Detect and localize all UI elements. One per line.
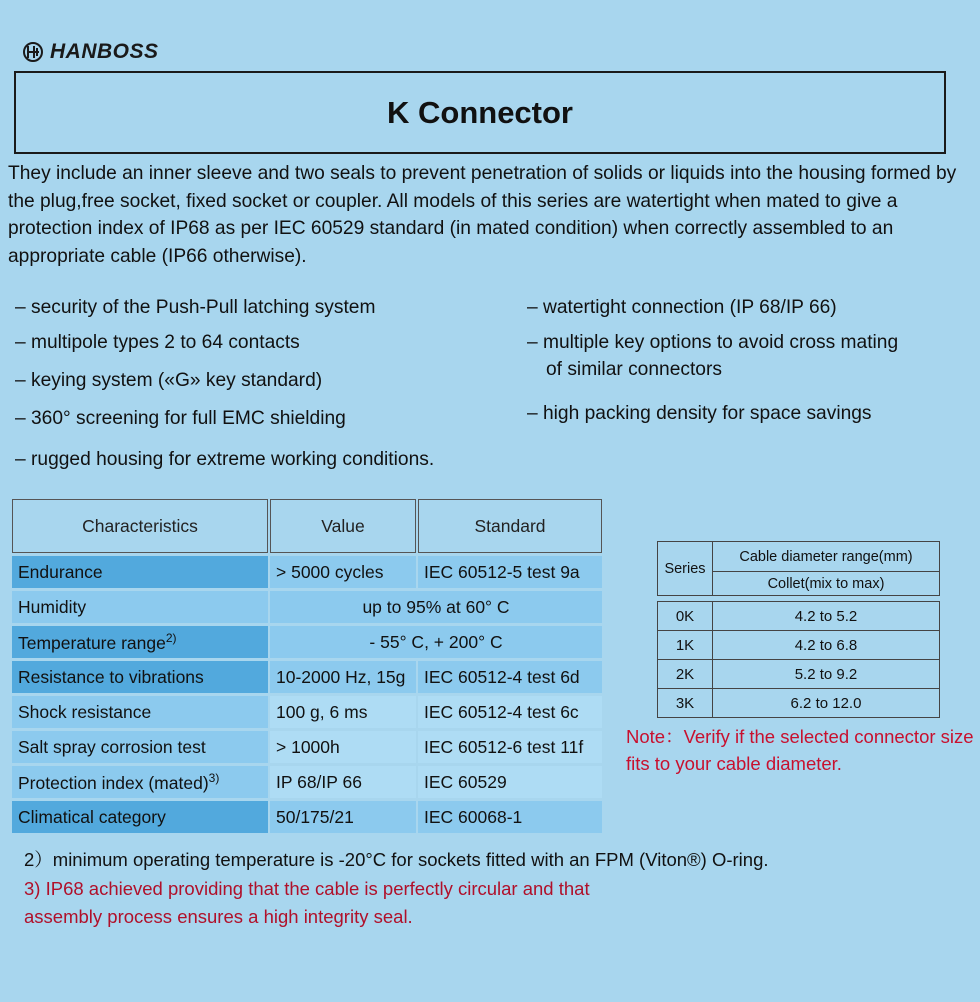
characteristic-standard: IEC 60068-1 <box>418 801 602 833</box>
collet-header: Collet(mix to max) <box>713 572 940 596</box>
footnote-3: 3) IP68 achieved providing that the cable is perfectly circular and that assembly process ensures a high integrity seal. <box>24 878 590 927</box>
series-cell: 1K <box>658 631 713 660</box>
page-title: K Connector <box>387 94 573 130</box>
range-cell: 4.2 to 6.8 <box>713 631 940 660</box>
characteristic-standard: IEC 60512-4 test 6c <box>418 696 602 728</box>
characteristic-standard: IEC 60529 <box>418 766 602 798</box>
characteristic-name <box>12 766 268 798</box>
table-row <box>12 766 602 798</box>
cable-table-header <box>657 541 940 596</box>
characteristic-value: - 55° C, + 200° C <box>270 626 602 658</box>
column-header: Standard <box>418 499 602 553</box>
feature-item: – multipole types 2 to 64 contacts <box>15 332 300 353</box>
characteristic-name-text: Temperature range <box>18 632 166 653</box>
feature-item-continued: of similar connectors <box>546 359 722 380</box>
characteristic-value: 50/175/21 <box>270 801 416 833</box>
column-header: Value <box>270 499 416 553</box>
characteristic-value: 100 g, 6 ms <box>270 696 416 728</box>
column-header: Characteristics <box>12 499 268 553</box>
feature-item: – rugged housing for extreme working conditions. <box>15 449 435 470</box>
series-header: Series <box>658 542 713 596</box>
characteristic-name: Humidity <box>12 591 268 623</box>
characteristic-name: Salt spray corrosion test <box>12 731 268 763</box>
feature-item: – 360° screening for full EMC shielding <box>15 408 346 429</box>
footnote-marker: 3) <box>208 770 220 785</box>
characteristic-name <box>12 626 268 658</box>
footnote-marker: 2) <box>165 630 177 645</box>
table-row <box>12 591 602 623</box>
hanboss-logo-icon <box>22 41 44 63</box>
table-row <box>658 689 940 718</box>
cable-table <box>657 601 940 718</box>
footnote-2: 2）minimum operating temperature is -20°C for sockets fitted with an FPM (Viton®) O-ring. <box>24 849 769 870</box>
feature-item: – security of the Push-Pull latching system <box>15 297 376 318</box>
feature-item: – multiple key options to avoid cross mating <box>527 332 899 353</box>
series-cell: 3K <box>658 689 713 718</box>
table-row <box>658 602 940 631</box>
series-cell: 0K <box>658 602 713 631</box>
cable-note: Note：Verify if the selected connector size fits to your cable diameter. <box>626 726 974 774</box>
table-row <box>12 731 602 763</box>
table-row <box>12 696 602 728</box>
characteristic-name: Climatical category <box>12 801 268 833</box>
brand-name: HANBOSS <box>50 40 159 63</box>
characteristic-name: Endurance <box>12 556 268 588</box>
table-row <box>12 661 602 693</box>
table-row <box>12 626 602 658</box>
range-cell: 4.2 to 5.2 <box>713 602 940 631</box>
brand-logo <box>22 40 159 64</box>
feature-item: – high packing density for space savings <box>527 403 872 424</box>
table-row <box>658 631 940 660</box>
characteristic-value: > 1000h <box>270 731 416 763</box>
feature-item: – keying system («G» key standard) <box>15 370 323 391</box>
table-row <box>12 801 602 833</box>
range-cell: 5.2 to 9.2 <box>713 660 940 689</box>
characteristic-name: Resistance to vibrations <box>12 661 268 693</box>
range-cell: 6.2 to 12.0 <box>713 689 940 718</box>
characteristic-value: > 5000 cycles <box>270 556 416 588</box>
characteristic-standard: IEC 60512-5 test 9a <box>418 556 602 588</box>
characteristic-value: 10-2000 Hz, 15g <box>270 661 416 693</box>
characteristic-standard: IEC 60512-6 test 11f <box>418 731 602 763</box>
title-box <box>14 71 946 154</box>
characteristic-value: IP 68/IP 66 <box>270 766 416 798</box>
characteristic-value: up to 95% at 60° C <box>270 591 602 623</box>
table-row <box>658 660 940 689</box>
characteristics-table <box>10 496 604 836</box>
series-cell: 2K <box>658 660 713 689</box>
characteristic-name-text: Protection index (mated) <box>18 772 209 793</box>
intro-paragraph: They include an inner sleeve and two seals to prevent penetration of solids or liquids into the housing formed by the plug,free socket, fixed socket or coupler. All models of this series are watertight when mated to give a protection index of IP68 as per IEC 60529 standard (in mated condition) when correctly assembled to an appropriate cable (IP66 otherwise). <box>8 163 957 267</box>
characteristic-standard: IEC 60512-4 test 6d <box>418 661 602 693</box>
feature-item: – watertight connection (IP 68/IP 66) <box>527 297 837 318</box>
table-row <box>12 556 602 588</box>
range-header: Cable diameter range(mm) <box>713 542 940 572</box>
characteristic-name: Shock resistance <box>12 696 268 728</box>
